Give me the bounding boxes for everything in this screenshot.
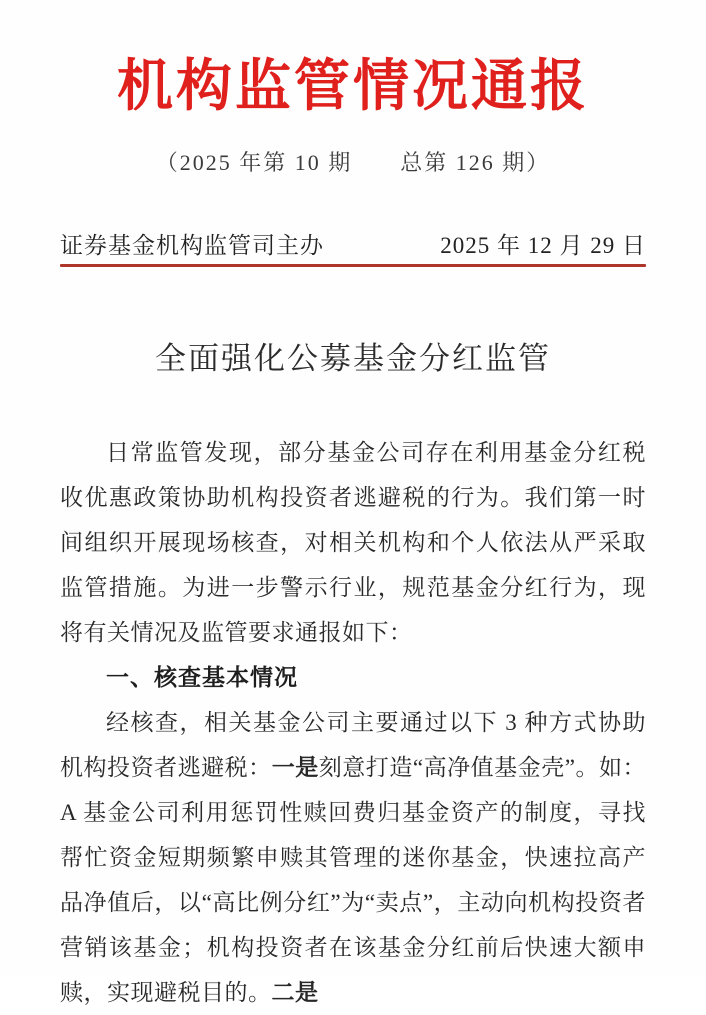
- article-title: 全面强化公募基金分红监管: [155, 341, 551, 377]
- text-run: 刻意打造“高净值基金壳”。如：A 基金公司利用惩罚性赎回费归基金资产的制度，寻找帮忙资金短期频繁申赎其管理的迷你基金，快速拉高产品净值后，以“高比例分红”为“卖点”，主动向机构投资者营销该基金；机构投资者在该基金分红前后快速大额申赎，实现避税目的。: [60, 755, 647, 1006]
- bold-text-run: 一、核查基本情况: [106, 664, 298, 691]
- issue-date: 2025 年 12 月 29 日: [440, 233, 646, 259]
- organizer-label: 证券基金机构监管司主办: [60, 233, 324, 259]
- text-run: 经核查，相关基金公司主要通过以下 3 种方式协助机构投资者逃避税：: [60, 710, 646, 781]
- section-heading: [60, 655, 646, 700]
- masthead-divider-rule: [60, 264, 646, 267]
- bold-text-run: 二是: [271, 980, 319, 1006]
- issue-number-line: （2025 年第 10 期 总第 126 期）: [155, 150, 551, 176]
- body-paragraph: [60, 700, 646, 1015]
- article-body: [60, 430, 646, 1015]
- bold-text-run: 一是: [271, 755, 319, 781]
- bulletin-masthead-title: 机构监管情况通报: [117, 54, 589, 117]
- text-run: 日常监管发现，部分基金公司存在利用基金分红税收优惠政策协助机构投资者逃避税的行为。我们第一时间组织开展现场核查，对相关机构和个人依法从严采取监管措施。为进一步警示行业，规范基金分红行为，现将有关情况及监管要求通报如下：: [60, 440, 646, 646]
- organizer-date-row: [60, 227, 646, 260]
- body-paragraph: [60, 430, 646, 655]
